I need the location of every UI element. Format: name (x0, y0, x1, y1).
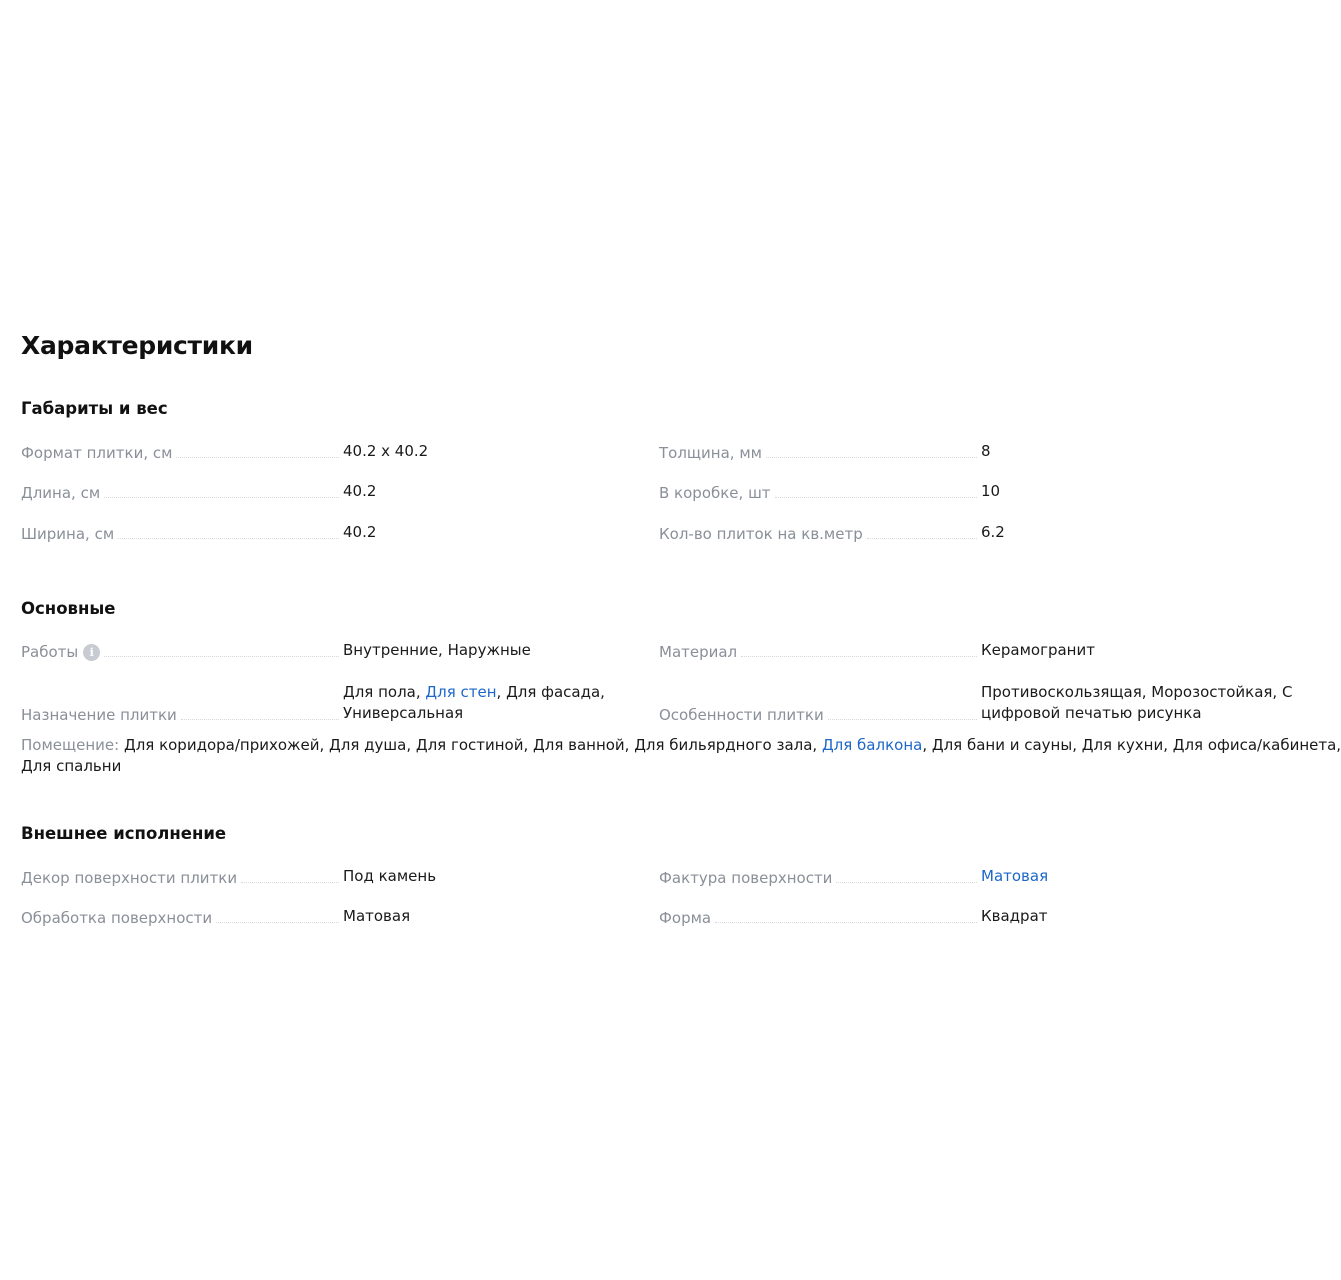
spec-label: Ширина, см (21, 525, 115, 543)
spec-value-text: Для пола, (343, 683, 426, 701)
spec-value: Керамогранит (981, 641, 1095, 659)
spec-label: Декор поверхности плитки (21, 869, 238, 887)
spec-label: Формат плитки, см (21, 444, 173, 462)
spec-row-thickness (659, 441, 991, 462)
spec-row-length (21, 481, 376, 502)
spec-label: Назначение плитки (21, 706, 177, 724)
section-title-appearance: Внешнее исполнение (21, 824, 227, 843)
spec-label: В коробке, шт (659, 484, 771, 502)
spec-label: Помещение: (21, 736, 120, 754)
spec-label: Обработка поверхности (21, 909, 213, 927)
spec-row-per-sqm (659, 522, 1005, 543)
page-title: Характеристики (21, 331, 253, 360)
spec-label: Материал (659, 643, 738, 661)
spec-label: Форма (659, 909, 712, 927)
spec-row-processing (21, 906, 410, 927)
spec-value-text: Для спальни (21, 757, 122, 775)
spec-row-texture (659, 866, 1048, 887)
spec-row-features (659, 682, 1293, 724)
spec-row-material (659, 640, 1095, 661)
spec-label: Кол-во плиток на кв.метр (659, 525, 863, 543)
spec-value: 6.2 (981, 523, 1005, 541)
spec-value-text: Для коридора/прихожей, Для душа, Для гостиной, Для ванной, Для бильярдного зала, (119, 736, 822, 754)
info-icon[interactable]: i (83, 644, 100, 661)
spec-label: Длина, см (21, 484, 101, 502)
spec-value-text: , Для фасада, (496, 683, 605, 701)
spec-value-text: Противоскользящая, Морозостойкая, С (981, 683, 1293, 701)
spec-value (981, 682, 1292, 724)
spec-label: Особенности плитки (659, 706, 824, 724)
spec-label: Работы (21, 643, 79, 661)
spec-value: Матовая (343, 907, 411, 925)
spec-value-text: , Для бани и сауны, Для кухни, Для офиса/кабинета, (922, 736, 1341, 754)
section-title-main: Основные (21, 599, 116, 618)
spec-value: Под камень (343, 867, 437, 885)
spec-row-shape (659, 906, 1048, 927)
spec-row-room (21, 735, 1341, 777)
link-for-walls[interactable]: Для стен (425, 683, 497, 701)
spec-value: 8 (981, 442, 991, 460)
spec-value: Квадрат (981, 907, 1048, 925)
spec-value: 10 (981, 482, 1001, 500)
spec-value: Внутренние, Наружные (343, 641, 531, 659)
spec-row-decor (21, 866, 436, 887)
spec-row-format (21, 441, 428, 462)
link-matte-texture[interactable]: Матовая (981, 867, 1049, 885)
spec-row-width (21, 522, 376, 543)
spec-value: 40.2 (343, 523, 377, 541)
spec-value: 40.2 x 40.2 (343, 442, 429, 460)
link-for-balcony[interactable]: Для балкона (821, 736, 923, 754)
spec-value-text: цифровой печатью рисунка (981, 704, 1202, 722)
section-title-dimensions: Габариты и вес (21, 399, 168, 418)
spec-row-works (21, 640, 531, 661)
spec-value-text: Универсальная (343, 704, 464, 722)
spec-row-purpose (21, 682, 605, 724)
spec-label: Фактура поверхности (659, 869, 833, 887)
spec-value: 40.2 (343, 482, 377, 500)
spec-label: Толщина, мм (659, 444, 762, 462)
spec-value (343, 682, 605, 724)
spec-row-in-box (659, 481, 1000, 502)
